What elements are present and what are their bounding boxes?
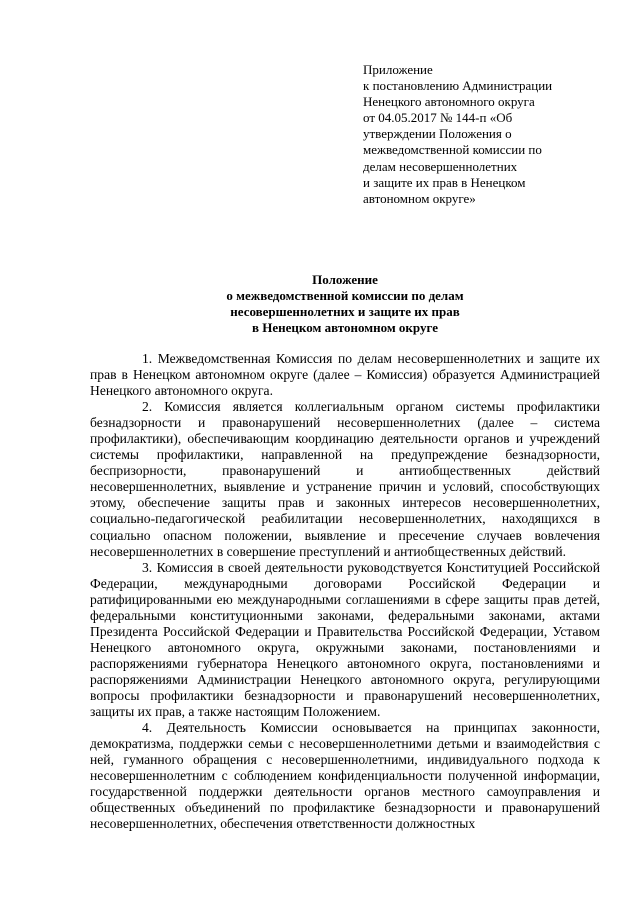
appendix-line: и защите их прав в Ненецком: [363, 174, 526, 190]
appendix-line: межведомственной комиссии по: [363, 142, 542, 158]
paragraph-2: 2. Комиссия является коллегиальным органом системы профилактики безнадзорности и правонарушений несовершеннолетних (далее – система профилактики), обеспечивающим координацию деятельности органов и учреждений системы профилактики, направленной на предупреждение безнадзорности, беспризорности, правонарушений и антиобщественных действий несовершеннолетних, выявление и устранение причин и условий, способствующих этому, обеспечение защиты прав и законных интересов несовершеннолетних, социально-педагогической реабилитации несовершеннолетних, находящихся в социально опасном положении, выявление и пресечение случаев вовлечения несовершеннолетних в совершение преступлений и антиобщественных действий.: [90, 399, 600, 559]
paragraph-4: 4. Деятельность Комиссии основывается на принципах законности, демократизма, поддержки семьи с несовершеннолетними детьми и взаимодействия с ней, гуманного обращения с несовершеннолетними, индивидуального подхода к несовершеннолетним с соблюдением конфиденциальности полученной информации, государственной поддержки деятельности органов местного самоуправления и общественных объединений по профилактике безнадзорности и правонарушений несовершеннолетних, обеспечения ответственности должностных: [90, 720, 600, 832]
appendix-line: Ненецкого автономного округа: [363, 94, 535, 110]
document-body: [90, 351, 600, 832]
appendix-line: Приложение: [363, 62, 433, 77]
appendix-line: от 04.05.2017 № 144-п «Об: [363, 110, 513, 126]
title-line: Положение: [312, 272, 378, 287]
document-title: [90, 272, 600, 336]
appendix-note: [363, 62, 613, 207]
paragraph-3: 3. Комиссия в своей деятельности руководствуется Конституцией Российской Федерации, международными договорами Российской Федерации и ратифицированными ею международными соглашениями в сфере защиты прав детей, федеральными конституционными законами, федеральными законами, актами Президента Российской Федерации и Правительства Российской Федерации, Уставом Ненецкого автономного округа, окружными законами, постановлениями и распоряжениями губернатора Ненецкого автономного округа, постановлениями и распоряжениями Администрации Ненецкого автономного округа, регулирующими вопросы профилактики безнадзорности и правонарушений несовершеннолетних, защиты их прав, а также настоящим Положением.: [90, 559, 600, 720]
appendix-line: делам несовершеннолетних: [363, 158, 518, 174]
appendix-line: автономном округе»: [363, 190, 476, 206]
title-line: в Ненецком автономном округе: [252, 320, 438, 335]
title-line: о межведомственной комиссии по делам: [226, 288, 464, 303]
paragraph-1: 1. Межведомственная Комиссия по делам несовершеннолетних и защите их прав в Ненецком автономном округе (далее – Комиссия) образуется Администрацией Ненецкого автономного округа.: [90, 351, 600, 399]
appendix-line: утверждении Положения о: [363, 126, 512, 142]
title-line: несовершеннолетних и защите их прав: [230, 304, 460, 319]
appendix-line: к постановлению Администрации: [363, 78, 553, 94]
